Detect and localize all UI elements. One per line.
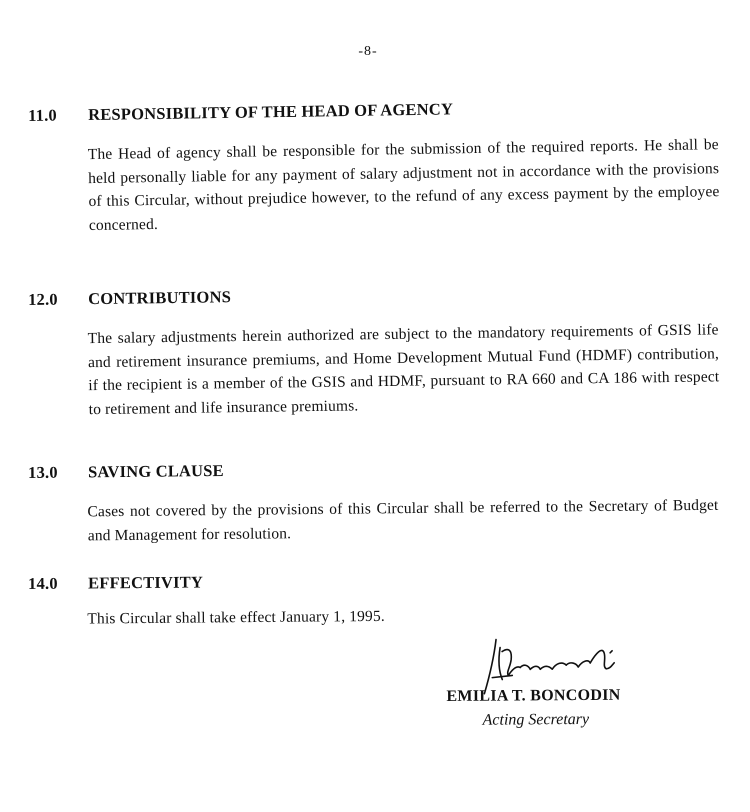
signer-title: Acting Secretary (482, 710, 590, 729)
section-body: The Head of agency shall be responsible for the submission of the required reports. He shall be held personally liable for any payment of salary adjustment not in accordance with the provisions of this Circular, without prejudice however, to the refund of any excess payment by the employee concerned. (87, 136, 720, 234)
section-title: RESPONSIBILITY OF THE HEAD OF AGENCY (87, 99, 454, 125)
section-contributions (28, 280, 720, 422)
section-heading (28, 280, 718, 310)
section-body: The salary adjustments herein authorized are subject to the mandatory requirements of GSIS life and retirement insurance premiums, and Home Development Mutual Fund (HDMF) contribution, if the recipient is a member of the GSIS and HDMF, pursuant to RA 660 and CA 186 with respect to retirement and life insurance premiums. (87, 321, 720, 418)
section-number: 11.0 (28, 105, 58, 125)
signature-block (438, 634, 678, 729)
section-body: Cases not covered by the provisions of this Circular shall be referred to the Secretary of Budget and Management for resolution. (87, 496, 719, 544)
section-saving-clause (28, 456, 719, 548)
section-effectivity (28, 568, 718, 632)
section-heading (28, 456, 718, 483)
section-responsibility (28, 95, 720, 238)
section-body: This Circular shall take effect January 1, 1995. (87, 607, 385, 628)
section-title: SAVING CLAUSE (87, 460, 224, 482)
section-title: CONTRIBUTIONS (87, 287, 232, 309)
page-number: -8- (358, 44, 378, 59)
signer-name: EMILIA T. BONCODIN (446, 686, 621, 705)
section-number: 12.0 (28, 289, 58, 309)
section-number: 13.0 (28, 462, 58, 482)
section-number: 14.0 (28, 573, 58, 593)
section-heading (28, 568, 718, 594)
section-heading (28, 95, 718, 126)
section-title: EFFECTIVITY (87, 572, 204, 593)
